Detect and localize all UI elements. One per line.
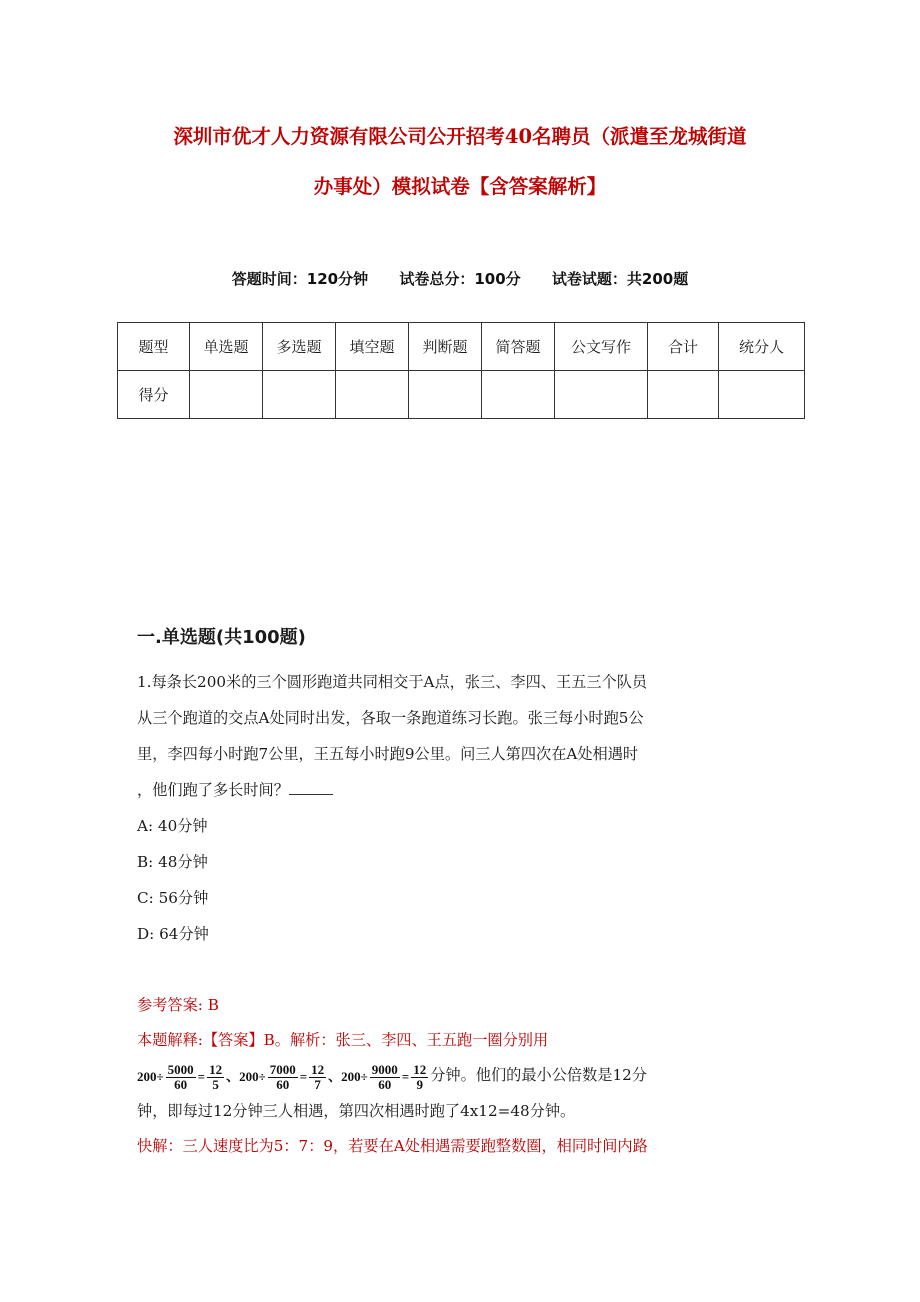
header-cell: 简答题 [482,323,555,371]
header-cell: 单选题 [190,323,263,371]
exam-total-score: 试卷总分：100分 [399,270,521,288]
reference-answer: 参考答案: B [137,996,219,1014]
answer-block [137,988,777,1164]
header-cell: 公文写作 [555,323,648,371]
denominator: 9 [416,1077,423,1093]
score-cell [719,371,805,419]
quick-solution: 快解：三人速度比为5：7：9，若要在A处相遇需要跑整数圈，相同时间内路 [137,1136,648,1155]
title-line-2: 办事处）模拟试卷【含答案解析】 [313,175,607,198]
question-stem [137,664,777,808]
denominator: 7 [314,1077,321,1093]
header-cell: 多选题 [263,323,336,371]
answer-blank [289,780,333,795]
formula-text: = [197,1068,206,1084]
header-cell: 判断题 [409,323,482,371]
option-d: D: 64分钟 [137,925,209,943]
fraction [207,1063,224,1092]
explanation-line-2-tail: 分钟。他们的最小公倍数是12分 [430,1066,647,1084]
denominator: 60 [378,1077,392,1093]
question-line-4 [137,772,777,808]
explanation-line-2 [137,1058,777,1094]
score-table [117,322,805,419]
title-line-1: 深圳市优才人力资源有限公司公开招考40名聘员（派遣至龙城街道 [173,125,747,148]
numerator: 12 [311,1062,325,1078]
formula-text: 、200÷ [226,1068,266,1084]
score-cell [648,371,719,419]
header-cell: 统分人 [719,323,805,371]
score-cell [482,371,555,419]
exam-question-count: 试卷试题：共200题 [551,270,689,288]
fraction [370,1063,400,1092]
exam-meta [0,268,920,289]
question-line: 从三个跑道的交点A处同时出发，各取一条跑道练习长跑。张三每小时跑5公 [137,709,644,727]
fraction [411,1063,428,1092]
formula-text: 200÷ [137,1068,164,1084]
fraction [309,1063,326,1092]
document-title [100,112,820,212]
numerator: 12 [209,1062,223,1078]
score-cell [409,371,482,419]
option-c: C: 56分钟 [137,889,209,907]
numerator: 7000 [269,1062,296,1078]
option-a: A: 40分钟 [137,817,208,835]
denominator: 60 [276,1077,290,1093]
formula-text: = [401,1068,410,1084]
fraction [268,1063,298,1092]
numerator: 5000 [167,1062,194,1078]
section-title: 一.单选题(共100题) [137,627,306,648]
formula-text: = [299,1068,308,1084]
score-cell [555,371,648,419]
header-cell: 题型 [118,323,190,371]
header-cell: 填空题 [336,323,409,371]
header-cell: 合计 [648,323,719,371]
score-cell [190,371,263,419]
question-line: 1.每条长200米的三个圆形跑道共同相交于A点，张三、李四、王五三个队员 [137,673,648,691]
question-line: 里，李四每小时跑7公里，王五每小时跑9公里。问三人第四次在A处相遇时 [137,745,639,763]
exam-time: 答题时间：120分钟 [231,270,369,288]
formula-image [137,1059,430,1094]
fraction [166,1063,196,1092]
score-cell [336,371,409,419]
explanation-line-1: 本题解释:【答案】B。解析：张三、李四、王五跑一圈分别用 [137,1031,549,1049]
formula-text: 、200÷ [328,1068,368,1084]
question-line: ，他们跑了多长时间？ [137,781,289,799]
score-table-header-row [118,323,805,371]
score-table-score-row [118,371,805,419]
score-cell [263,371,336,419]
explanation-line-3: 钟，即每过12分钟三人相遇，第四次相遇时跑了4x12=48分钟。 [137,1101,576,1120]
numerator: 9000 [371,1062,398,1078]
option-b: B: 48分钟 [137,853,208,871]
denominator: 5 [212,1077,219,1093]
numerator: 12 [413,1062,427,1078]
denominator: 60 [174,1077,188,1093]
score-row-label: 得分 [118,371,190,419]
